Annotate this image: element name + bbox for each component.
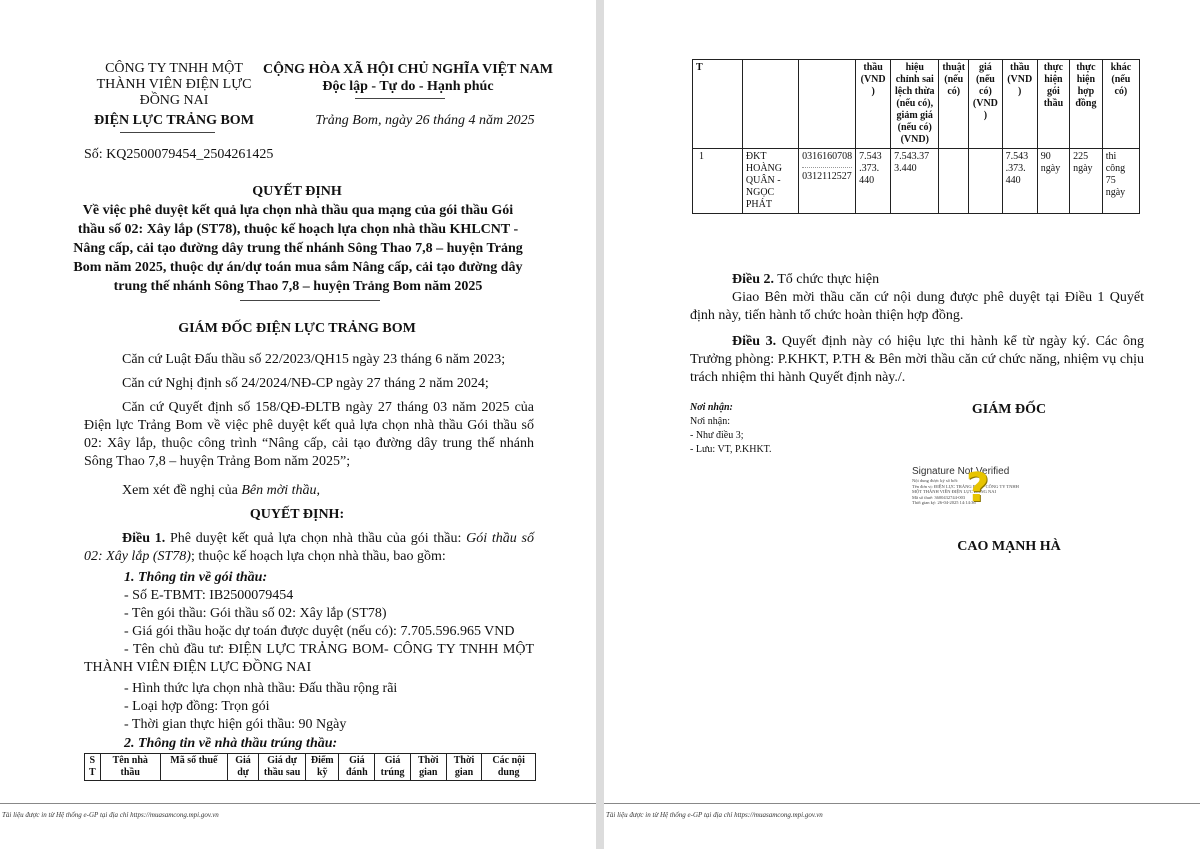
col-other: Các nội dung xyxy=(482,754,536,781)
cell-tech-score xyxy=(939,149,969,214)
package-info-list xyxy=(124,587,544,641)
col-contractor-name: Tên nhà thầu xyxy=(100,754,160,781)
col-stt: T xyxy=(693,60,743,149)
subject-line: Bom năm 2025, thuộc dự án/dự toán mua sắm Nâng cấp, cải tạo đường dây xyxy=(73,260,523,275)
col-adjusted-price: hiệu chỉnh sai lệch thừa (nếu có), giảm giá (nếu có) (VND) xyxy=(891,60,939,149)
signature-status: Signature Not Verified xyxy=(912,466,1010,477)
cell-eval-price xyxy=(969,149,1003,214)
place-date: Trảng Bom, ngày 26 tháng 4 năm 2025 xyxy=(315,113,535,128)
package-info-item: - Tên gói thầu: Gói thầu số 02: Xây lắp (ST78) xyxy=(124,606,387,621)
col-contract-time: thực hiện hợp đồng xyxy=(1070,60,1103,149)
recipients-item: Nơi nhận: xyxy=(690,416,731,427)
article-1 xyxy=(84,530,534,566)
legal-basis-1: Căn cứ Luật Đấu thầu số 22/2023/QH15 ngày 23 tháng 6 năm 2023; xyxy=(122,352,506,367)
cell-contract-time: 225 ngày xyxy=(1070,149,1103,214)
director-heading: GIÁM ĐỐC ĐIỆN LỰC TRẢNG BOM xyxy=(178,321,416,336)
col-adjusted-price: Giá dự thầu sau xyxy=(259,754,306,781)
motto: Độc lập - Tự do - Hạnh phúc xyxy=(322,79,494,94)
recipients-block xyxy=(690,401,890,457)
decide-heading: QUYẾT ĐỊNH: xyxy=(249,507,345,522)
footer-rule xyxy=(0,803,596,804)
cell-win-price: 7.543 .373. 440 xyxy=(1002,149,1037,214)
nation-header: CỘNG HÒA XÃ HỘI CHỦ NGHĨA VIỆT NAM xyxy=(262,62,553,77)
col-bid-price: Giá dự xyxy=(227,754,258,781)
director-title: GIÁM ĐỐC xyxy=(971,402,1047,417)
article-2-text: Giao Bên mời thầu căn cứ nội dung được phê duyệt tại Điều 1 Quyết định này, tiến hành tổ chức hoàn thiện hợp đồng. xyxy=(690,290,1144,323)
col-win-price: thầu (VND ) xyxy=(1002,60,1037,149)
article-1-package: Gói thầu số 02: Xây lắp (ST78) xyxy=(84,531,534,564)
table-row xyxy=(693,149,1140,214)
col-win-price: Giá trúng xyxy=(375,754,411,781)
divider xyxy=(355,98,445,99)
recipients-label: Nơi nhận: xyxy=(690,402,733,413)
col-eval-price: giá (nếu có) (VND ) xyxy=(969,60,1003,149)
cell-stt: 1 xyxy=(693,149,743,214)
col-package-time: Thời gian xyxy=(410,754,446,781)
cell-adjusted-price: 7.543.37 3.440 xyxy=(891,149,939,214)
package-info-item: - Số E-TBMT: IB2500079454 xyxy=(124,588,294,603)
cell-package-time: 90 ngày xyxy=(1037,149,1069,214)
cell-bid-price: 7.543 .373. 440 xyxy=(856,149,891,214)
signature-details xyxy=(912,478,1082,506)
col-other: khác (nếu có) xyxy=(1102,60,1139,149)
legal-basis-3: Căn cứ Quyết định số 158/QĐ-ĐLTB ngày 27 tháng 03 năm 2025 của Điện lực Trảng Bom về việc phê duyệt kết quả lựa chọn nhà thầu Gói thầu số 02: Xây lắp, thuộc công trình “Nâng cấp, cải tạo đường dây trung thế nhánh Sông Thao 7,8 – huyện Trảng Bom năm 2025”; xyxy=(84,400,534,469)
company-line: CÔNG TY TNHH MỘT xyxy=(105,61,243,76)
legal-basis-2: Căn cứ Nghị định số 24/2024/NĐ-CP ngày 27 tháng 2 năm 2024; xyxy=(122,376,489,391)
article-2-heading: Tổ chức thực hiện xyxy=(774,272,880,287)
section-2-title: 2. Thông tin về nhà thầu trúng thầu: xyxy=(124,736,338,751)
subject-line: trung thế nhánh Sông Thao 7,8 – huyện Trảng Bom năm 2025 xyxy=(113,279,483,294)
cell-tax-codes xyxy=(799,149,856,214)
document-subject xyxy=(62,201,534,296)
article-3 xyxy=(690,333,1144,387)
signer-name: CAO MẠNH HÀ xyxy=(957,539,1061,554)
consider-line xyxy=(84,482,534,500)
col-contractor-name xyxy=(742,60,798,149)
document-title: QUYẾT ĐỊNH xyxy=(252,184,342,199)
col-eval-price: Giá đánh xyxy=(339,754,375,781)
cell-contractor-name: ĐKT HOÀNG QUÂN - NGỌC PHÁT xyxy=(742,149,798,214)
subject-line: Về việc phê duyệt kết quả lựa chọn nhà thầu qua mạng của gói thầu Gói xyxy=(82,203,514,218)
cell-other: thi công 75 ngày xyxy=(1102,149,1139,214)
col-contract-time: Thời gian xyxy=(446,754,482,781)
recipients-item: - Như điều 3; xyxy=(690,430,744,441)
document-page-left xyxy=(0,0,596,849)
signature-detail-line: Nội dung được ký số bởi: xyxy=(912,478,959,483)
col-package-time: thực hiện gói thầu xyxy=(1037,60,1069,149)
unit-name: ĐIỆN LỰC TRẢNG BOM xyxy=(94,113,254,128)
package-info-item: - Thời gian thực hiện gói thầu: 90 Ngày xyxy=(124,717,347,732)
section-1-title: 1. Thông tin về gói thầu: xyxy=(124,570,268,585)
article-2-title xyxy=(690,271,1144,289)
document-number: Số: KQ2500079454_2504261425 xyxy=(84,147,274,162)
article-1-text: Phê duyệt kết quả lựa chọn nhà thầu của gói thầu: xyxy=(165,531,467,546)
company-line: THÀNH VIÊN ĐIỆN LỰC xyxy=(96,77,252,92)
col-tech-score: thuật (nếu có) xyxy=(939,60,969,149)
divider xyxy=(240,300,380,301)
footer-rule xyxy=(604,803,1200,804)
subject-line: Nâng cấp, cải tạo đường dây trung thế nhánh Sông Thao 7,8 – huyện Trảng xyxy=(73,241,523,256)
col-bid-price: thầu (VND ) xyxy=(856,60,891,149)
consider-text: Xem xét đề nghị của xyxy=(122,483,242,498)
package-info-item: - Giá gói thầu hoặc dự toán được duyệt (nếu có): 7.705.596.965 VND xyxy=(124,624,515,639)
footer-note: Tài liệu được in từ Hệ thống e-GP tại địa chỉ https://muasamcong.mpi.gov.vn xyxy=(2,811,219,819)
article-1-text-end: ; thuộc kế hoạch lựa chọn nhà thầu, bao gồm: xyxy=(190,549,446,564)
unverified-question-icon: ? xyxy=(966,465,990,511)
subject-line: thầu số 02: Xây lắp (ST78), thuộc kế hoạch lựa chọn nhà thầu KHLCNT - xyxy=(77,222,519,237)
col-tax-code xyxy=(799,60,856,149)
footer-note: Tài liệu được in từ Hệ thống e-GP tại địa chỉ https://muasamcong.mpi.gov.vn xyxy=(606,811,823,819)
document-page-right xyxy=(604,0,1200,849)
tax-code: 0312112527 xyxy=(802,171,852,182)
signature-detail-line: MỘT THÀNH VIÊN ĐIỆN LỰC ĐỒNG NAI xyxy=(912,489,996,494)
tax-code: 0316160708 xyxy=(802,151,853,162)
company-name xyxy=(74,61,274,109)
col-tech-score: Điểm kỹ xyxy=(306,754,339,781)
investor-info: - Tên chủ đầu tư: ĐIỆN LỰC TRẢNG BOM- CÔNG TY TNHH MỘT THÀNH VIÊN ĐIỆN LỰC ĐỒNG NAI xyxy=(84,642,534,675)
article-3-text: Quyết định này có hiệu lực thi hành kể từ ngày ký. Các ông Trưởng phòng: P.KHKT, P.TH & Bên mời thầu căn cứ chức năng, nhiệm vụ chịu trách nhiệm thi hành Quyết định này./. xyxy=(690,334,1144,385)
package-info-item: - Hình thức lựa chọn nhà thầu: Đấu thầu rộng rãi xyxy=(124,681,398,696)
article-1-label: Điều 1. xyxy=(122,531,166,546)
contractor-table xyxy=(692,59,1140,214)
recipients-item: - Lưu: VT, P.KHKT. xyxy=(690,444,772,455)
col-tax-code: Mã số thuế xyxy=(160,754,227,781)
divider xyxy=(120,132,215,133)
consider-party: Bên mời thầu, xyxy=(241,483,320,498)
col-stt: S T xyxy=(85,754,101,781)
article-2-label: Điều 2. xyxy=(732,272,774,287)
package-info-list-2 xyxy=(124,680,544,734)
signature-detail-line: Mã số thuế: 3600432744-003 xyxy=(912,494,966,500)
package-info-item: - Loại hợp đồng: Trọn gói xyxy=(124,699,270,714)
signature-detail-line: Tên đơn vị: ĐIỆN LỰC TRẢNG BOM- CÔNG TY TNHH xyxy=(912,483,1019,489)
company-line: ĐỒNG NAI xyxy=(139,93,209,108)
digital-signature-stamp xyxy=(912,466,1082,518)
article-3-label: Điều 3. xyxy=(732,334,777,349)
contractor-table-header xyxy=(84,753,536,781)
signature-detail-line: Thời gian ký: 26-04-2025 14:14:36 xyxy=(912,500,976,505)
